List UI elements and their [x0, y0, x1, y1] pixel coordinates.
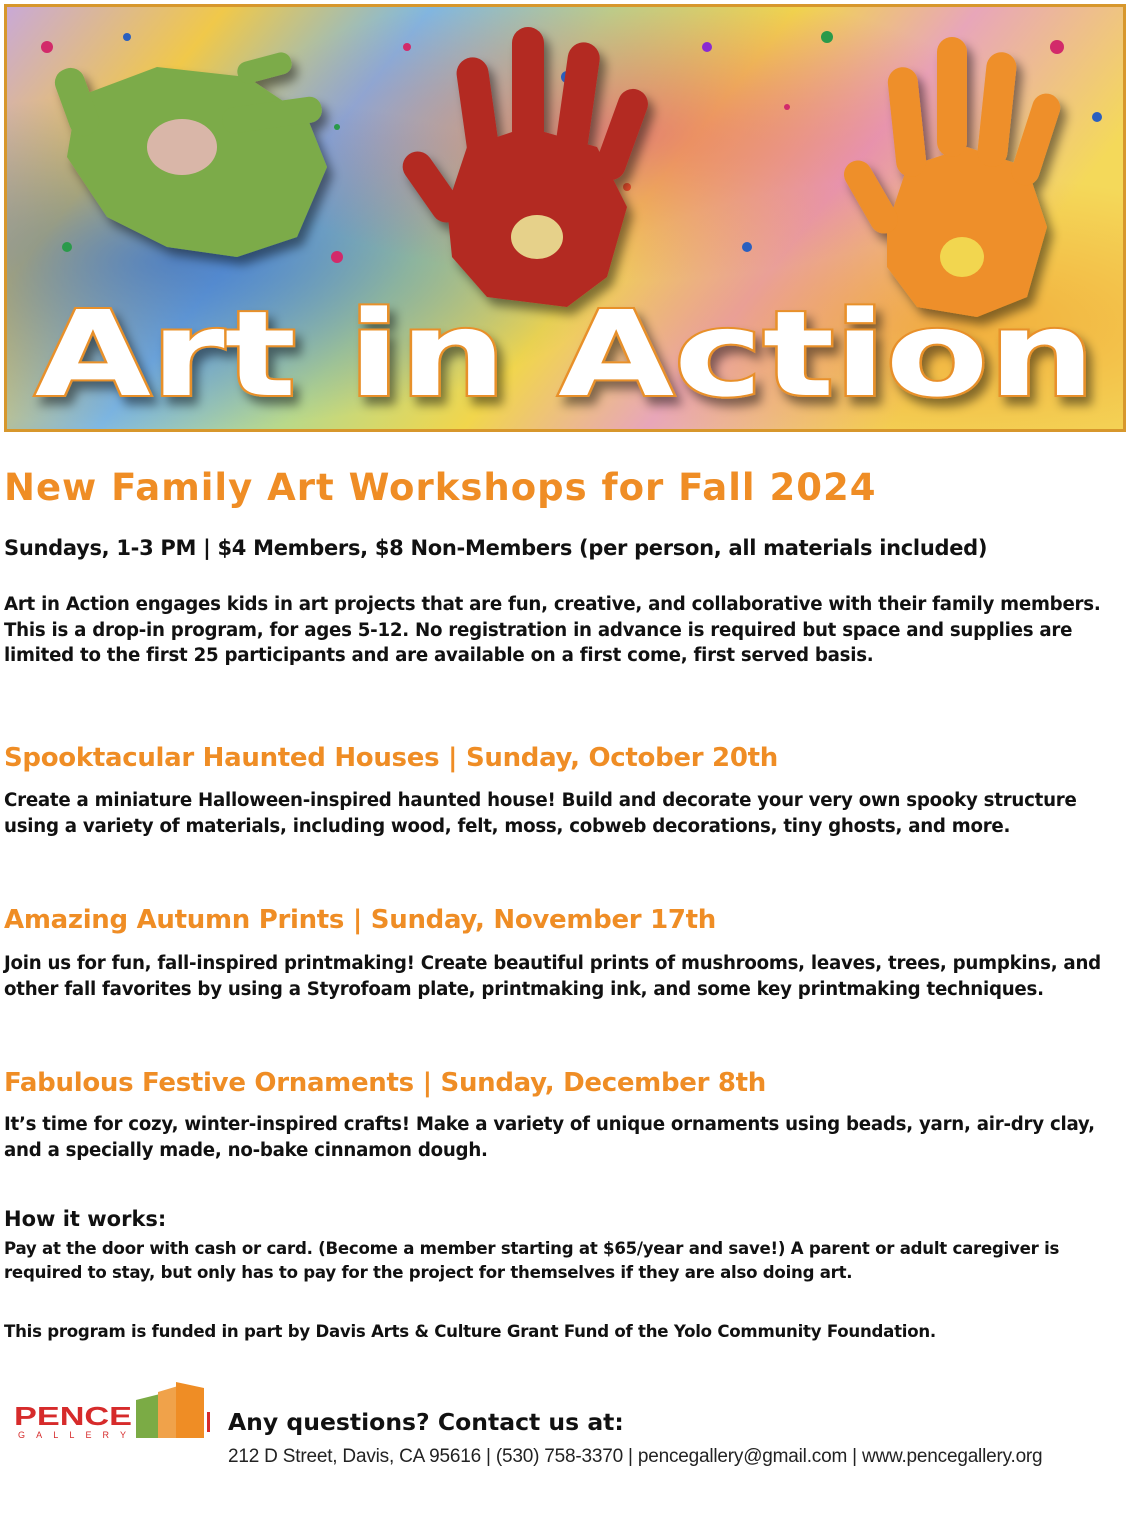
art-in-action-banner: [4, 4, 1126, 432]
logo-light-orange-block: [158, 1386, 178, 1438]
banner-artwork: [7, 7, 1123, 429]
contact-details[interactable]: 212 D Street, Davis, CA 95616 | (530) 758-3370 | pencegallery@gmail.com | www.pencegallery.org: [228, 1446, 1043, 1467]
orange-hand-palm-hole: [940, 237, 984, 277]
how-it-works-text: Pay at the door with cash or card. (Become a member starting at $65/year and save!) A parent or adult caregiver is required to stay, but only has to pay for the project for themselves if they are also doing art.: [4, 1239, 1060, 1282]
how-it-works-heading: How it works:: [4, 1207, 167, 1231]
logo-orange-block: [176, 1382, 204, 1438]
pence-gallery-logo[interactable]: [10, 1382, 215, 1442]
logo-red-bar: [207, 1412, 210, 1432]
workshop-title: Fabulous Festive Ornaments | Sunday, December 8th: [4, 1068, 766, 1098]
logo-green-block: [136, 1394, 160, 1438]
banner-title: Art in Action: [35, 285, 1095, 423]
program-description: Art in Action engages kids in art projects that are fun, creative, and collaborative with their family members. This is a drop-in program, for ages 5-12. No registration in advance is required but space and supplies are limited to the first 25 participants and are available on a first come, first served basis.: [4, 594, 1101, 666]
workshop-title: Spooktacular Haunted Houses | Sunday, October 20th: [4, 743, 778, 773]
workshop-title: Amazing Autumn Prints | Sunday, November 17th: [4, 905, 716, 935]
page-headline: New Family Art Workshops for Fall 2024: [4, 466, 877, 509]
funding-note: This program is funded in part by Davis Arts & Culture Grant Fund of the Yolo Community Foundation.: [4, 1322, 936, 1341]
contact-heading: Any questions? Contact us at:: [228, 1408, 624, 1436]
red-hand-palm-hole: [511, 215, 563, 259]
workshop-description: It’s time for cozy, winter-inspired crafts! Make a variety of unique ornaments using beads, yarn, air-dry clay, and a specially made, no-bake cinnamon dough.: [4, 1114, 1095, 1161]
logo-subtitle: GALLERY: [18, 1430, 126, 1440]
workshop-description: Create a miniature Halloween-inspired haunted house! Build and decorate your very own spooky structure using a variety of materials, including wood, felt, moss, cobweb decorations, tiny ghosts, and more.: [4, 790, 1077, 837]
logo-wordmark: PENCE: [14, 1401, 132, 1431]
workshop-description: Join us for fun, fall-inspired printmaking! Create beautiful prints of mushrooms, leaves, trees, pumpkins, and other fall favorites by using a Styrofoam plate, printmaking ink, and some key printmaking techniques.: [4, 953, 1101, 1000]
schedule-pricing: Sundays, 1-3 PM | $4 Members, $8 Non-Members (per person, all materials included): [4, 536, 988, 560]
green-hand-palm-hole: [147, 119, 217, 175]
